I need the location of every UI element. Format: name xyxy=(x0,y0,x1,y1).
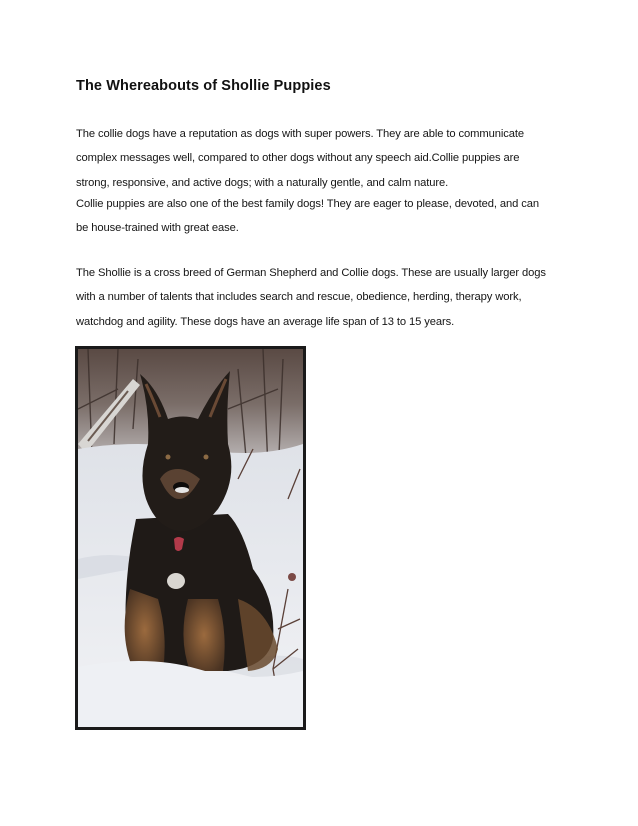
paragraph-2-line-1: The Shollie is a cross breed of German Shepherd and Collie dogs. These are usually larger dogs xyxy=(76,267,546,279)
paragraph-2-line-2: with a number of talents that includes search and rescue, obedience, herding, therapy work, xyxy=(76,291,522,303)
paragraph-1-line-3: strong, responsive, and active dogs; with a naturally gentle, and calm nature. xyxy=(76,177,449,189)
dog-in-snow-image xyxy=(78,349,303,727)
dog-photo xyxy=(75,346,306,730)
paragraph-1-line-5: be house-trained with great ease. xyxy=(76,222,239,234)
paragraph-1-line-1: The collie dogs have a reputation as dogs with super powers. They are able to communicate xyxy=(76,128,524,140)
paragraph-1-line-2: complex messages well, compared to other dogs without any speech aid.Collie puppies are xyxy=(76,152,520,164)
paragraph-2-line-3: watchdog and agility. These dogs have an average life span of 13 to 15 years. xyxy=(76,316,455,328)
paragraph-1-line-4: Collie puppies are also one of the best family dogs! They are eager to please, devoted, and can xyxy=(76,198,539,210)
document-title: The Whereabouts of Shollie Puppies xyxy=(76,78,331,94)
